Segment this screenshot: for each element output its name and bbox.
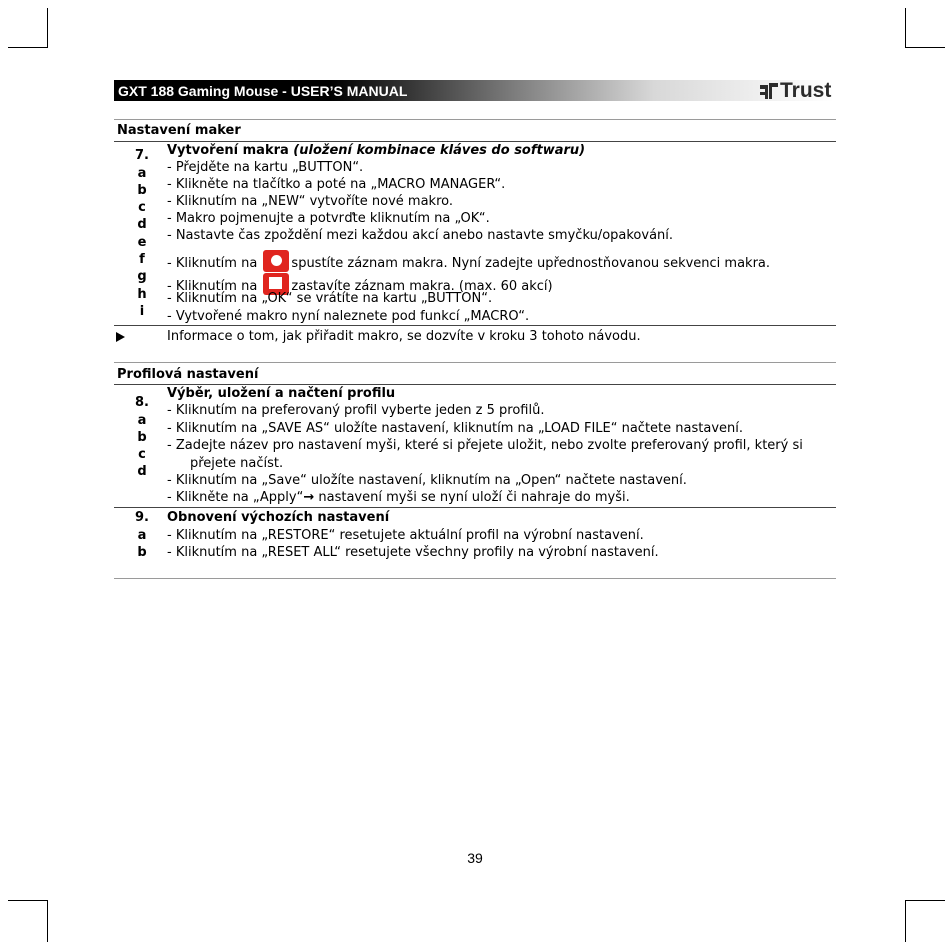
- step-title-8: Výběr, uložení a načtení profilu: [167, 386, 396, 401]
- page-number: 39: [467, 850, 483, 866]
- step-letter: i: [139, 304, 145, 319]
- divider: [114, 507, 836, 508]
- crop-mark-bottom-right-h: [905, 900, 945, 901]
- section-heading-macros: Nastavení maker: [117, 123, 241, 138]
- note-text: Informace o tom, jak přiřadit makro, se dozvíte v kroku 3 tohoto návodu.: [167, 329, 641, 344]
- instruction-line: - Klikněte na tlačítko a poté na „MACRO MANAGER“.: [167, 177, 506, 192]
- step-number-9: 9.: [135, 510, 149, 525]
- instruction-line: - Kliknutím na „NEW“ vytvoříte nové makro.: [167, 194, 453, 209]
- crop-mark-top-left-v: [47, 8, 48, 48]
- header-title: GXT 188 Gaming Mouse - USER’S MANUAL: [118, 83, 408, 99]
- step-letter: c: [138, 447, 146, 462]
- instruction-line: - Kliknutím na „RESTORE“ resetujete aktuální profil na výrobní nastavení.: [167, 528, 644, 543]
- step-letter: g: [137, 269, 147, 284]
- step-number-7: 7.: [135, 148, 149, 163]
- divider: [114, 325, 836, 326]
- step-title-9: Obnovení výchozích nastavení: [167, 510, 390, 525]
- instruction-line-stop: - Kliknutím na zastavíte záznam makra. (max. 60 akcí): [167, 273, 553, 295]
- instruction-line-apply: - Klikněte na „Apply“→ nastavení myši se nyní uloží či nahraje do myši.: [167, 490, 630, 505]
- divider: [114, 119, 836, 120]
- instruction-line-record: - Kliknutím na spustíte záznam makra. Nyní zadejte upřednostňovanou sekvenci makra.: [167, 250, 770, 272]
- note-arrow-icon: [116, 332, 125, 342]
- instruction-line: - Vytvořené makro nyní naleznete pod funkcí „MACRO“.: [167, 309, 530, 324]
- step-letter: b: [137, 545, 147, 560]
- step-letter: d: [137, 464, 147, 479]
- trust-logo: [760, 79, 831, 103]
- instruction-line: - Kliknutím na „Save“ uložíte nastavení, kliknutím na „Open“ načtete nastavení.: [167, 473, 687, 488]
- instruction-line: - Kliknutím na „SAVE AS“ uložíte nastavení, kliknutím na „LOAD FILE“ načtete nastavení.: [167, 421, 743, 436]
- instruction-line: - Kliknutím na preferovaný profil vyberte jeden z 5 profilů.: [167, 403, 545, 418]
- instruction-line: - Zadejte název pro nastavení myši, které si přejete uložit, nebo zvolte preferovaný profil, který si: [167, 438, 803, 453]
- step-letter: e: [137, 235, 147, 250]
- step-title-7: Vytvoření makra (uložení kombinace kláves do softwaru): [167, 143, 586, 158]
- step-letter: a: [137, 413, 147, 428]
- trust-logo-icon: [760, 83, 778, 99]
- section-heading-profiles: Profilová nastavení: [117, 367, 259, 382]
- instruction-line: - Nastavte čas zpoždění mezi každou akcí anebo nastavte smyčku/opakování.: [167, 228, 674, 243]
- crop-mark-bottom-right-v: [905, 900, 906, 942]
- crop-mark-top-right-v: [905, 8, 906, 48]
- crop-mark-bottom-left-h: [8, 900, 48, 901]
- divider: [114, 578, 836, 579]
- step-letter: b: [137, 183, 147, 198]
- step-letter: d: [137, 217, 147, 232]
- step-letter: a: [137, 166, 147, 181]
- crop-mark-top-left-h: [8, 47, 48, 48]
- step-number-8: 8.: [135, 395, 149, 410]
- instruction-line: - Kliknutím na „OK“ se vrátíte na kartu „BUTTON“.: [167, 291, 493, 306]
- step-letter: c: [138, 200, 146, 215]
- instruction-line: - Přejděte na kartu „BUTTON“.: [167, 160, 364, 175]
- step-letter: h: [137, 287, 147, 302]
- instruction-line: přejete načíst.: [190, 456, 284, 471]
- record-icon: [263, 250, 289, 272]
- arrow-right-icon: →: [303, 490, 315, 505]
- instruction-line: - Makro pojmenujte a potvrďte kliknutím na „OK“.: [167, 211, 490, 226]
- step-letter: b: [137, 430, 147, 445]
- divider: [114, 362, 836, 363]
- step-letter: a: [137, 528, 147, 543]
- step-letter: f: [139, 252, 145, 267]
- instruction-line: - Kliknutím na „RESET ALL“ resetujete všechny profily na výrobní nastavení.: [167, 545, 659, 560]
- crop-mark-bottom-left-v: [47, 900, 48, 942]
- crop-mark-top-right-h: [905, 47, 945, 48]
- trust-logo-text: Trust: [780, 79, 832, 102]
